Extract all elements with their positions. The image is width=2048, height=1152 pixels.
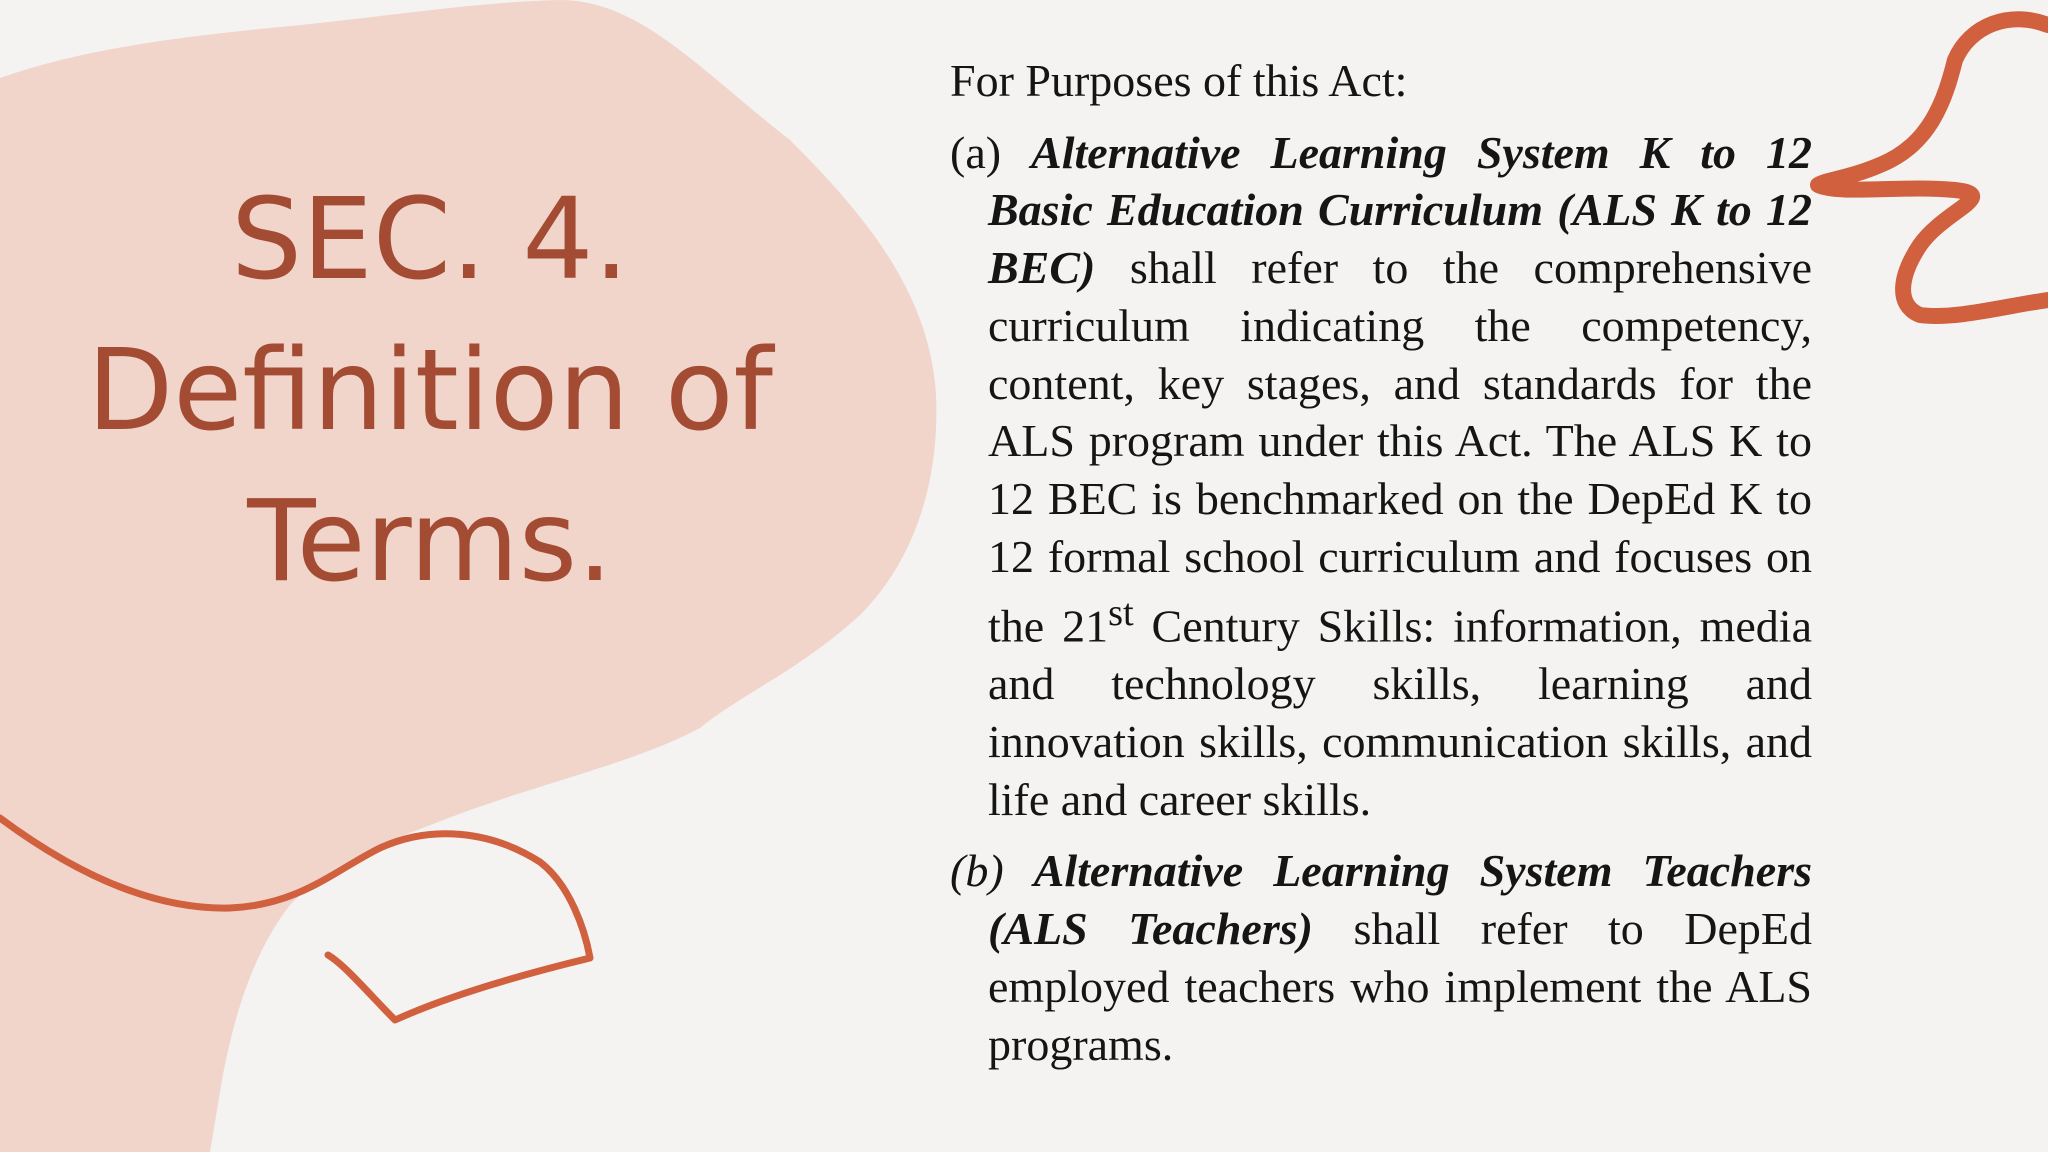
section-title <box>40 165 820 618</box>
definition-a-term: Alternative Learning System K to 12 Basic Education Curriculum (ALS K to 12 BEC) <box>988 126 1812 294</box>
definition-a-text-end: Century Skills: information, media and technology skills, learning and innovation skills, communication skills, and life and career skills. <box>988 600 1813 825</box>
definition-b <box>950 842 1812 1073</box>
definition-b-term: Alternative Learning System Teachers (ALS Teachers) <box>988 845 1812 955</box>
definition-a-superscript: st <box>1108 592 1134 635</box>
definition-a <box>950 124 1812 829</box>
title-line-3: Terms. <box>247 477 613 607</box>
definition-b-text: shall refer to DepEd employed teachers who implement the ALS programs. <box>988 903 1813 1070</box>
title-line-1: SEC. 4. <box>230 175 630 305</box>
title-line-2: Definition of <box>87 326 773 456</box>
definitions-text <box>950 52 1812 1087</box>
definition-b-marker: (b) <box>950 845 1004 897</box>
intro-line: For Purposes of this Act: <box>950 55 1408 106</box>
definition-a-marker: (a) <box>950 126 1002 178</box>
definition-a-text: shall refer to the comprehensive curriculum indicating the competency, content, key stages, and standards for the ALS program under this Act. The ALS K to 12 BEC is benchmarked on the DepEd K to 12 formal school curriculum and focuses on the 21 <box>988 242 1812 652</box>
curved-accent-line-right <box>1818 19 2048 316</box>
